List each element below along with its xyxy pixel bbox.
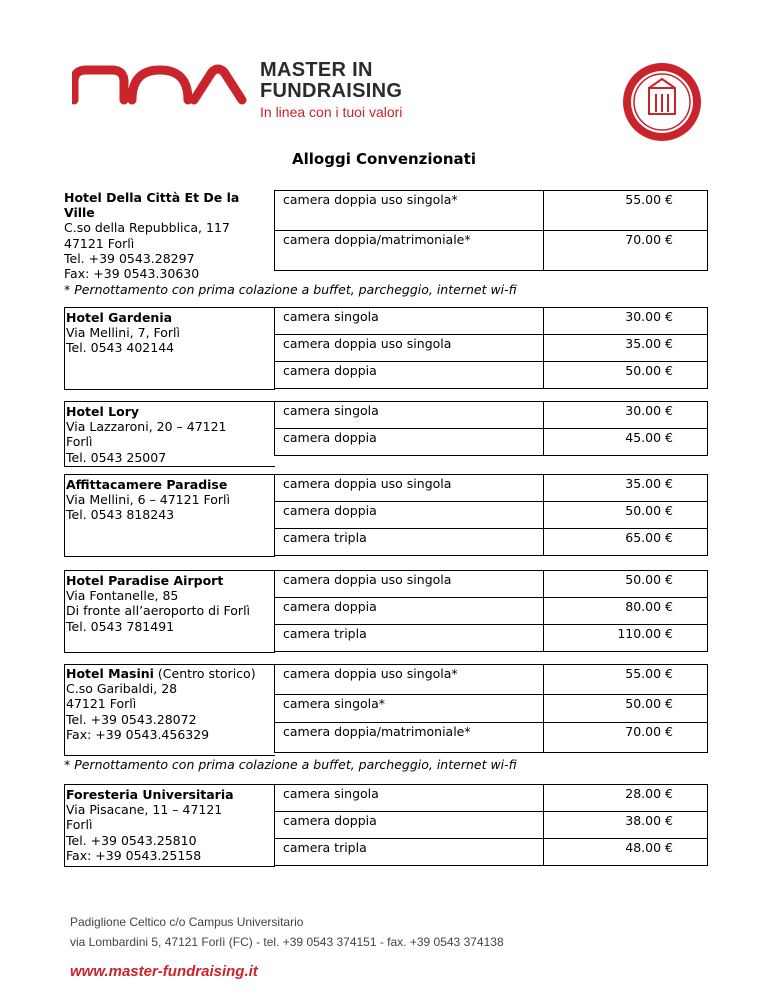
hotel-block	[64, 784, 708, 868]
hotel-block	[64, 190, 708, 297]
room-price: 50.00 €	[544, 571, 708, 598]
room-table	[274, 570, 708, 652]
room-type: camera doppia	[275, 812, 544, 839]
room-type: camera doppia	[275, 362, 544, 389]
room-row	[275, 475, 708, 502]
room-type: camera doppia uso singola	[275, 335, 544, 362]
hotel-info	[64, 190, 272, 281]
room-table	[274, 190, 708, 271]
room-price: 50.00 €	[544, 502, 708, 529]
hotel-location: Di fronte all’aeroporto di Forlì	[66, 603, 251, 619]
room-row	[275, 191, 708, 231]
hotel-name: Foresteria Universitaria	[66, 787, 234, 802]
room-price: 50.00 €	[544, 695, 708, 723]
room-type: camera doppia uso singola*	[275, 665, 544, 695]
footer-website-link[interactable]: www.master-fundraising.it	[70, 963, 258, 980]
hotel-block	[64, 664, 708, 772]
hotel-city: 47121 Forlì	[64, 235, 135, 251]
hotel-fax: Fax: +39 0543.30630	[64, 266, 200, 282]
room-row	[275, 723, 708, 753]
room-price: 35.00 €	[544, 475, 708, 502]
hotel-phone: Tel. 0543 781491	[66, 618, 175, 634]
brand-tagline: In linea con i tuoi valori	[260, 104, 403, 120]
room-type: camera doppia/matrimoniale*	[275, 231, 544, 271]
room-table	[274, 784, 708, 866]
brand-mark-icon	[72, 62, 252, 106]
room-row	[275, 839, 708, 866]
room-price: 110.00 €	[544, 625, 708, 652]
hotel-info	[66, 404, 274, 465]
room-row	[275, 598, 708, 625]
room-type: camera singola	[275, 785, 544, 812]
hotel-address: Via Lazzaroni, 20 – 47121	[66, 419, 227, 435]
room-table	[274, 401, 708, 456]
room-row	[275, 665, 708, 695]
room-row	[275, 362, 708, 389]
page-footer	[70, 912, 504, 982]
room-table	[274, 307, 708, 389]
brand-title: MASTER IN FUNDRAISING	[260, 59, 403, 102]
room-price: 30.00 €	[544, 308, 708, 335]
hotel-address: Via Mellini, 6 – 47121 Forlì	[66, 492, 230, 508]
room-type: camera doppia uso singola*	[275, 191, 544, 231]
hotel-info	[66, 310, 274, 356]
hotel-address: Via Pisacane, 11 – 47121	[66, 802, 223, 818]
hotel-fax: Fax: +39 0543.456329	[66, 726, 210, 742]
room-row	[275, 335, 708, 362]
page-title: Alloggi Convenzionati	[292, 150, 476, 168]
hotel-info	[66, 573, 280, 634]
room-price: 30.00 €	[544, 402, 708, 429]
hotel-info	[66, 787, 274, 863]
hotel-address: Via Fontanelle, 85	[66, 588, 179, 604]
footer-address-line: Padiglione Celtico c/o Campus Universitario	[70, 915, 304, 929]
hotel-block	[64, 570, 708, 654]
room-row	[275, 625, 708, 652]
hotel-phone: Tel. +39 0543.25810	[66, 832, 197, 848]
room-row	[275, 571, 708, 598]
room-price: 65.00 €	[544, 529, 708, 556]
room-table	[274, 474, 708, 556]
hotel-city: 47121 Forlì	[66, 696, 137, 712]
hotel-city: Forlì	[66, 434, 93, 450]
hotel-phone: Tel. 0543 402144	[66, 340, 175, 356]
room-price: 28.00 €	[544, 785, 708, 812]
room-price: 50.00 €	[544, 362, 708, 389]
hotel-name: Hotel Paradise Airport	[66, 573, 224, 588]
room-type: camera doppia	[275, 429, 544, 456]
hotel-note: * Pernottamento con prima colazione a buffet, parcheggio, internet wi-fi	[64, 757, 517, 772]
hotel-phone: Tel. +39 0543.28297	[64, 250, 195, 266]
hotel-area: (Centro storico)	[153, 666, 256, 681]
room-row	[275, 695, 708, 723]
room-type: camera tripla	[275, 529, 544, 556]
room-row	[275, 502, 708, 529]
hotel-name: Hotel Lory	[66, 404, 140, 419]
room-price: 55.00 €	[544, 665, 708, 695]
hotel-phone: Tel. +39 0543.28072	[66, 711, 197, 727]
hotel-name: Affittacamere Paradise	[66, 477, 228, 492]
hotel-name: Hotel Della Città Et De la Ville	[64, 190, 240, 221]
room-type: camera singola	[275, 402, 544, 429]
room-type: camera doppia/matrimoniale*	[275, 723, 544, 753]
room-type: camera doppia	[275, 598, 544, 625]
hotel-block	[64, 401, 708, 467]
room-row	[275, 429, 708, 456]
hotel-address: C.so Garibaldi, 28	[66, 681, 178, 697]
room-type: camera singola	[275, 308, 544, 335]
room-row	[275, 785, 708, 812]
room-price: 48.00 €	[544, 839, 708, 866]
room-price: 70.00 €	[544, 723, 708, 753]
hotel-info	[66, 477, 274, 523]
room-type: camera tripla	[275, 839, 544, 866]
room-price: 80.00 €	[544, 598, 708, 625]
hotel-name: Hotel Masini	[66, 666, 154, 681]
room-price: 55.00 €	[544, 191, 708, 231]
hotel-block	[64, 307, 708, 389]
room-row	[275, 308, 708, 335]
room-price: 45.00 €	[544, 429, 708, 456]
room-type: camera doppia uso singola	[275, 475, 544, 502]
hotel-block	[64, 474, 708, 558]
room-row	[275, 812, 708, 839]
room-type: camera doppia	[275, 502, 544, 529]
hotel-fax: Fax: +39 0543.25158	[66, 847, 202, 863]
room-price: 35.00 €	[544, 335, 708, 362]
footer-contact-line: via Lombardini 5, 47121 Forlì (FC) - tel. +39 0543 374151 - fax. +39 0543 374138	[70, 935, 504, 949]
room-table	[274, 664, 708, 753]
room-price: 70.00 €	[544, 231, 708, 271]
hotel-city: Forlì	[66, 817, 93, 833]
room-type: camera doppia uso singola	[275, 571, 544, 598]
hotel-note: * Pernottamento con prima colazione a buffet, parcheggio, internet wi-fi	[64, 282, 517, 297]
room-type: camera singola*	[275, 695, 544, 723]
hotel-address: Via Mellini, 7, Forlì	[66, 325, 180, 341]
university-seal-icon	[622, 62, 702, 142]
brand-logo	[72, 58, 432, 122]
hotel-address: C.so della Repubblica, 117	[64, 220, 230, 236]
hotel-phone: Tel. 0543 818243	[66, 507, 175, 523]
room-row	[275, 529, 708, 556]
room-row	[275, 231, 708, 271]
hotel-info	[66, 666, 272, 742]
hotel-phone: Tel. 0543 25007	[66, 449, 167, 465]
room-row	[275, 402, 708, 429]
room-type: camera tripla	[275, 625, 544, 652]
hotel-name: Hotel Gardenia	[66, 310, 173, 325]
room-price: 38.00 €	[544, 812, 708, 839]
